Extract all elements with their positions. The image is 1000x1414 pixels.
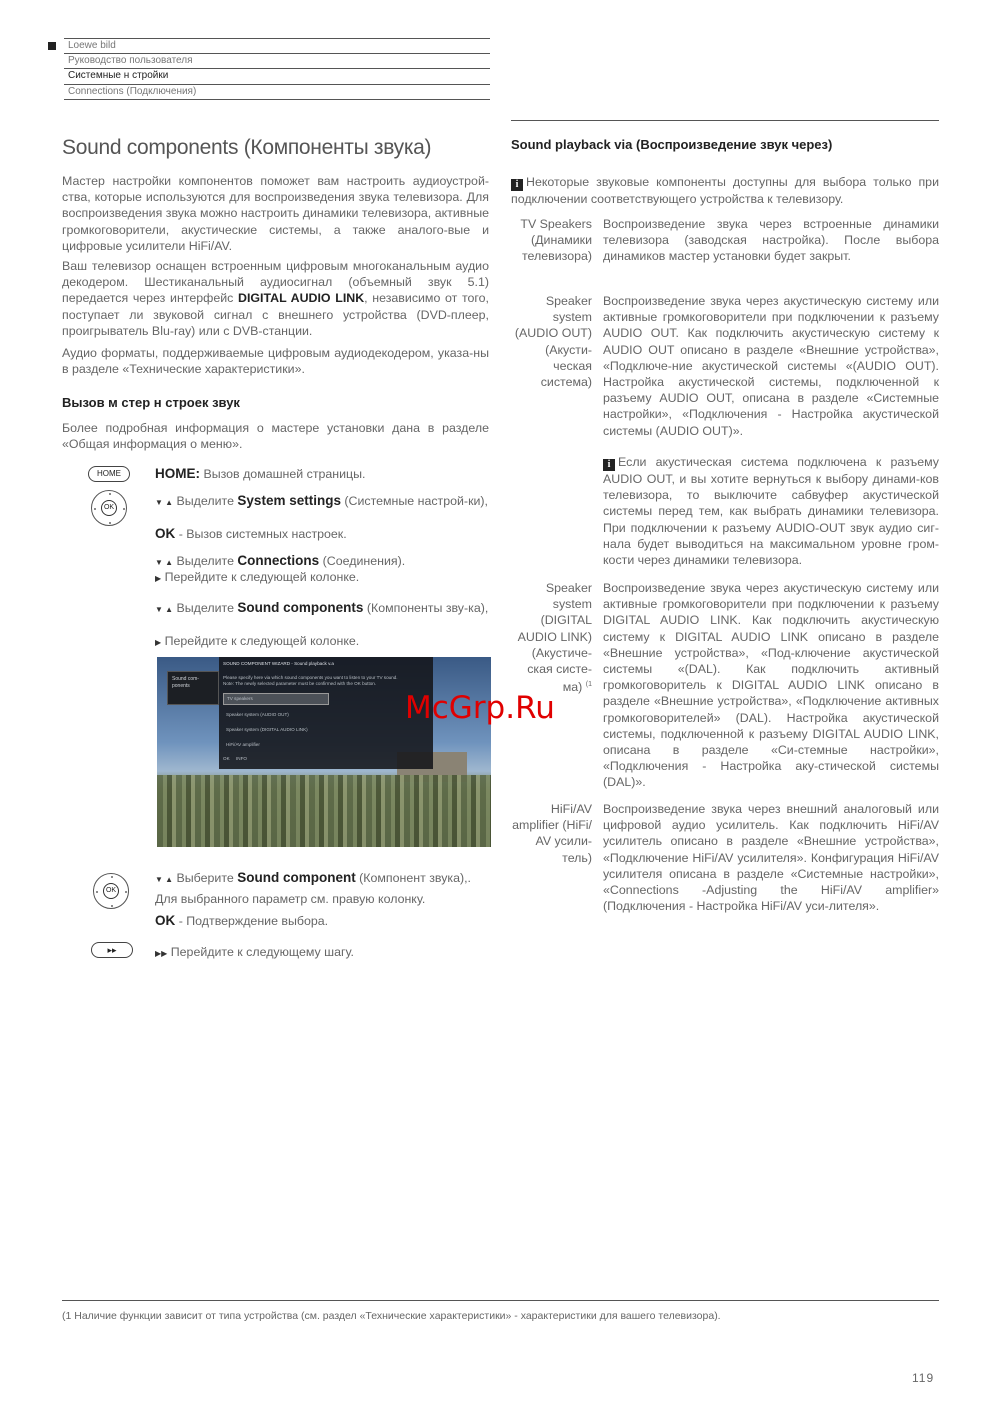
wizard-heading: Вызов м стер н строек звук — [62, 395, 240, 410]
breadcrumb-item-2: Руководство пользователя — [64, 53, 490, 68]
hifi-label: HiFi/AV amplifier (HiFi/ AV усили-тель) — [512, 802, 592, 865]
intro-paragraph: Мастер настройки компонентов поможет вам настроить аудиоустрой-ства, которые используются для воспроизведения звука телевизора. Для воспроизведения звука можно настроить динамики телевизора, активные громкоговорители, акустические системы, а также аналого-вые и цифровые усилители HiFi/AV. — [62, 174, 489, 253]
info-icon: i — [603, 459, 615, 471]
step-ok-confirm: OK - Подтверждение выбора. — [155, 913, 329, 928]
hifi-text: Воспроизведение звука через внешний аналоговый или цифровой аудио усилитель. Как подключить HiFi/AV усилитель описано в разделе «Внешние устройства», «Подключение HiFi/AV усилителя». Конфигурация HiFi/AV усилителя описана в разделе «Системные настройки», «Connections -Adjusting the HiFi/AV amplifier» (Подключения - Настройка HiFi/AV уси-лителя». — [603, 802, 939, 914]
ok-navigation-button-1[interactable] — [91, 490, 127, 526]
screenshot-wizard-panel — [219, 657, 433, 769]
step-sound-components: ▼ ▲ Выделите Sound components (Компоненты зву-ка), — [155, 600, 489, 615]
page-number: 119 — [912, 1371, 935, 1385]
breadcrumb-rule — [64, 99, 490, 100]
screenshot-header: SOUND COMPONENT WIZARD - Sound playback v.a — [223, 661, 334, 666]
audio-out-text: Воспроизведение звука через акустическую систему или активные громкоговорители при подключении к разъему AUDIO OUT. Как подключить акустическую систему к AUDIO OUT описано в разделе «Внешние устройства», «Подключе-ние акустической системы «(AUDIO OUT). Настройка акустической системы, подключенной к разъему AUDIO OUT, описана в разделе «Системные настройки», «Подключения - Настройка акустической системы (AUDIO OUT)». — [603, 294, 939, 438]
footnote-rule — [62, 1300, 939, 1301]
screenshot-option-dal[interactable]: Speaker system (DIGITAL AUDIO LINK) — [226, 727, 308, 733]
step-next-step: ▶▶ Перейдите к следующему шагу. — [155, 945, 354, 959]
double-right-arrow-icon: ▶▶ — [155, 949, 168, 958]
formats-paragraph: Аудио форматы, поддерживаемые цифровым аудиодекодером, указа-ны в разделе «Технические характеристики». — [62, 346, 489, 377]
breadcrumb-bullet-icon — [48, 42, 56, 50]
wizard-info-paragraph: Более подробная информация о мастере установки дана в разделе «Общая информация о меню». — [62, 421, 489, 452]
dal-text: Воспроизведение звука через акустическую систему или активные громкоговорители при подключении к разъему DIGITAL AUDIO LINK. Как подключить акустическую систему к DIGITAL AUDIO LINK описано в разделе «Внешние устройства», «Под-ключение акустической системы «(DAL). Как подключить активный громкоговоритель к DIGITAL AUDIO LINK описано в разделе «Внешние устройства», «Подключение активных громкоговорителей» (DAL). Настройка акустической системы, подключенной к разъему DIGITAL AUDIO LINK, описана в разделе «Си-стемные настройки», «Подключения - Настройка аку-стической системы (DAL)». — [603, 581, 939, 790]
screenshot-option-tv-speakers[interactable]: TV speakers — [223, 693, 329, 705]
info-icon: i — [511, 179, 523, 191]
ok-navigation-button-2[interactable] — [93, 873, 129, 909]
down-up-arrows-icon: ▼ ▲ — [155, 605, 174, 614]
screenshot-option-audio-out[interactable]: Speaker system (AUDIO OUT) — [226, 711, 289, 717]
wizard-screenshot — [157, 657, 491, 847]
right-column-rule — [511, 120, 939, 121]
playback-heading: Sound playback via (Воспроизведение звук через) — [511, 137, 833, 152]
step-system-settings: ▼ ▲ Выделите System settings (Системные настрой-ки), — [155, 493, 488, 508]
right-arrow-icon: ▶ — [155, 574, 162, 583]
audio-out-note: i Если акустическая система подключена к разъему AUDIO OUT, и вы хотите вернуться к выбору динами-ков телевизора, то выключите сабвуфер акустической системы перед тем, как выбрать динамики телевизора. При подключении к разъему AUDIO-OUT звук аудио сиг-нала будет выводиться на максимальном уровне гром-кости через динамики телевизора. — [603, 455, 939, 568]
page-title: Sound components (Компоненты звука) — [62, 136, 432, 159]
down-up-arrows-icon: ▼ ▲ — [155, 498, 174, 507]
right-arrow-icon: ▶ — [155, 638, 162, 647]
screenshot-footer-info: INFO — [236, 756, 248, 762]
ok-center-button-1[interactable]: OK — [101, 500, 117, 516]
screenshot-line-1: Please specify here via which sound components you want to listen to your TV sound. — [223, 675, 398, 681]
step-ok-open: OK - Вызов системных настроек. — [155, 526, 347, 541]
home-button[interactable]: HOME — [88, 466, 130, 482]
screenshot-option-hifi[interactable]: HiFi/AV amplifier — [226, 742, 260, 748]
breadcrumb-item-3: Системные н стройки — [64, 68, 490, 83]
step-connections: ▼ ▲ Выделите Connections (Соединения). — [155, 553, 406, 568]
step-next-column-2: ▶ Перейдите к следующей колонке. — [155, 634, 360, 648]
audio-out-label: Speaker system (AUDIO OUT) (Акусти-ческая система) — [514, 294, 592, 390]
ok-center-button-2[interactable]: OK — [103, 883, 119, 899]
dal-label: Speaker system (DIGITAL AUDIO LINK) (Акустиче-ская систе-ма) $^{(1}$ — [517, 581, 592, 695]
watermark: McGrp.Ru — [405, 690, 555, 726]
footnote: (1 Наличие функции зависит от типа устройства (см. раздел «Технические характеристики» - характеристики для вашего телевизора). — [62, 1310, 721, 1322]
down-up-arrows-icon: ▼ ▲ — [155, 558, 174, 567]
down-up-arrows-icon: ▼ ▲ — [155, 875, 174, 884]
playback-intro: i Некоторые звуковые компоненты доступны для выбора только при подключении соответствующего устройства к телевизору. — [511, 175, 939, 206]
step-home: HOME: Вызов домашней страницы. — [155, 466, 366, 481]
tv-speakers-label: TV Speakers (Динамики телевизора) — [520, 217, 592, 264]
screenshot-trees — [157, 775, 491, 847]
screenshot-footer-ok: OK — [223, 756, 230, 762]
screenshot-line-2: Note: The newly selected parameter must be confirmed with the OK button. — [223, 681, 377, 687]
step-parameter-note: Для выбранного параметр см. правую колонку. — [155, 892, 426, 906]
step-next-column-1: ▶ Перейдите к следующей колонке. — [155, 570, 360, 584]
screenshot-side-menu: Sound com-ponents — [167, 671, 219, 705]
decoder-paragraph: Ваш телевизор оснащен встроенным цифровым многоканальным аудио декодером. Шестиканальный аудиосигнал (объемный звук 5.1) передается через интерфейс DIGITAL AUDIO LINK, независимо от того, поступает ли звуковой сигнал с внешнего устройства (DVD-плеер, проигрыватель Blu-ray) или с DVB-станции. — [62, 259, 489, 338]
breadcrumb-item-1: Loewe bild — [64, 38, 490, 53]
tv-speakers-text: Воспроизведение звука через встроенные динамики телевизора (заводская настройка). После выбора динамиков мастер установки будет закрыт. — [603, 217, 939, 264]
breadcrumb-item-4: Connections (Подключения) — [64, 84, 490, 99]
step-select-component: ▼ ▲ Выберите Sound component (Компонент звука),. — [155, 870, 471, 885]
fast-forward-button[interactable]: ▸▸ — [91, 942, 133, 958]
